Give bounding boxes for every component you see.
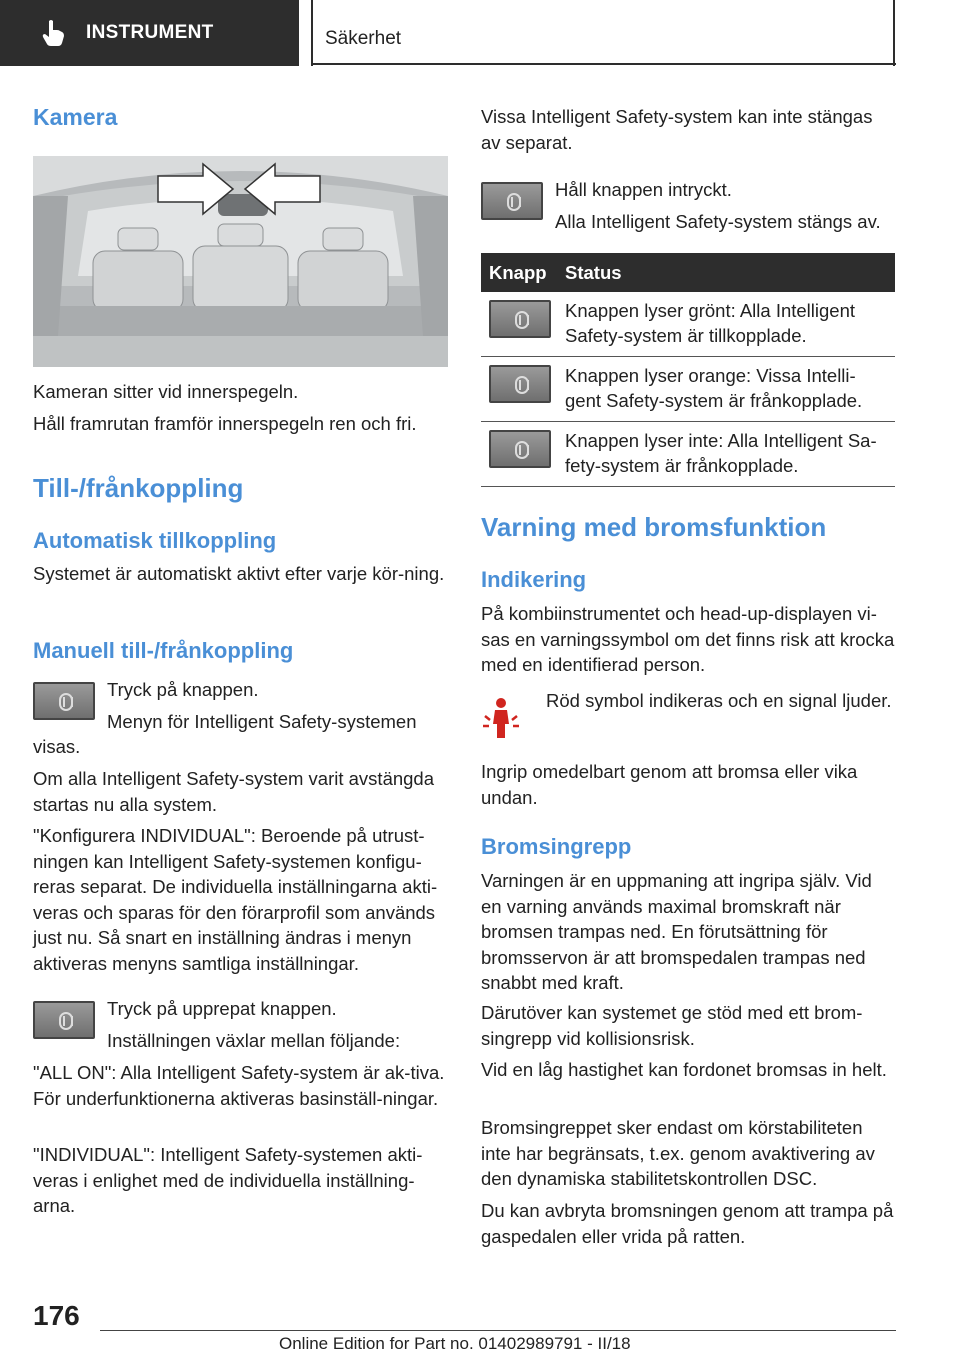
warning-heading: Varning med bromsfunktion	[481, 512, 827, 542]
step2-text-a: Tryck på upprepat knappen.	[107, 998, 337, 1019]
camera-caption-1: Kameran sitter vid innerspegeln.	[33, 381, 299, 402]
page-header	[0, 0, 960, 66]
table-cell-status: Knappen lyser grönt: Alla Intelligent Safety-system är tillkopplade.	[557, 292, 895, 357]
indication-heading: Indikering	[481, 567, 587, 592]
safety-button-icon	[33, 682, 95, 720]
table-row	[481, 292, 895, 357]
camera-caption-2: Håll framrutan framför innerspegeln ren och fri.	[33, 413, 417, 434]
action-text: Ingrip omedelbart genom att bromsa eller vika undan.	[481, 761, 858, 808]
manual-heading: Manuell till-/frånkoppling	[33, 638, 294, 663]
step2-text-b: Inställningen växlar mellan följande:	[107, 1030, 401, 1051]
safety-button-icon	[481, 182, 543, 220]
safety-button-icon	[489, 430, 551, 468]
camera-image	[33, 156, 448, 367]
brake-text-1: Varningen är en uppmaning att ingripa själv. Vid en varning används maximal bromskraft när bromsen trampas ned. En förutsättning för bromsservon är att bromspedalen trampas ned snabbt med kraft.	[481, 870, 872, 993]
table-row	[481, 357, 895, 422]
step1-text-b: Menyn för Intelligent Safety-systemen	[107, 711, 417, 732]
safety-button-icon	[33, 1001, 95, 1039]
paragraph-1: Om alla Intelligent Safety-system varit avstängda startas nu alla system.	[33, 768, 435, 815]
car-interior-illustration	[33, 156, 448, 367]
header-underline	[313, 63, 896, 65]
brake-text-4: Bromsingreppet sker endast om körstabiliteten inte har begränsats, t.ex. genom avaktivering av den dynamiska stabilitetskontrollen DSC.	[481, 1117, 875, 1189]
symbol-text: Röd symbol indikeras och en signal ljuder.	[546, 690, 892, 711]
table-header-knapp: Knapp	[481, 253, 557, 292]
table-header-row	[481, 253, 895, 292]
chapter-title: Säkerhet	[325, 28, 402, 49]
toggle-heading: Till-/frånkoppling	[33, 473, 244, 503]
table-header-status: Status	[557, 253, 895, 292]
paragraph-2: "Konfigurera INDIVIDUAL": Beroende på utrust-ningen kan Intelligent Safety-systemen konfigu-reras separat. De individuella inställningarna akti-veras och sparas för den förarprofil som används just nu. Så snart en inställning ändras i menyn aktiveras menyns samtliga inställningar.	[33, 825, 438, 974]
brake-text-5: Du kan avbryta bromsningen genom att trampa på gaspedalen eller vrida på ratten.	[481, 1200, 894, 1247]
brake-text-2: Därutöver kan systemet ge stöd med ett brom-singrepp vid kollisionsrisk.	[481, 1002, 863, 1049]
step1-text-a: Tryck på knappen.	[107, 679, 259, 700]
brake-heading: Bromsingrepp	[481, 834, 632, 859]
section-tab[interactable]	[0, 0, 299, 66]
pedestrian-warning-icon	[481, 696, 521, 740]
hold-text-a: Håll knappen intryckt.	[555, 179, 732, 200]
hold-text-b: Alla Intelligent Safety-system stängs av.	[555, 211, 881, 232]
safety-button-icon	[489, 300, 551, 338]
auto-text: Systemet är automatiskt aktivt efter varje kör-ning.	[33, 563, 445, 584]
camera-heading: Kamera	[33, 104, 118, 130]
table-row	[481, 422, 895, 487]
safety-button-icon	[489, 365, 551, 403]
hand-pointer-icon	[40, 19, 66, 47]
table-cell-status: Knappen lyser inte: Alla Intelligent Sa-fety-system är frånkopplade.	[557, 422, 895, 487]
indication-text: På kombiinstrumentet och head-up-displayen vi-sas en varningssymbol om det finns risk att krocka med en identifierad person.	[481, 603, 895, 675]
edition-text: Online Edition for Part no. 01402989791 - II/18	[279, 1334, 631, 1353]
brake-text-3: Vid en låg hastighet kan fordonet bromsas in helt.	[481, 1059, 887, 1080]
header-right-border	[893, 0, 895, 66]
paragraph-3: "ALL ON": Alla Intelligent Safety-system är ak-tiva. För underfunktionerna aktiveras basinställ-ningar.	[33, 1062, 445, 1109]
intro-text: Vissa Intelligent Safety-system kan inte stängas av separat.	[481, 106, 873, 153]
table-cell-status: Knappen lyser orange: Vissa Intelli-gent Safety-system är frånkopplade.	[557, 357, 895, 422]
page-number: 176	[33, 1300, 80, 1331]
step1-text-c: visas.	[33, 736, 81, 757]
paragraph-4: "INDIVIDUAL": Intelligent Safety-systemen akti-veras i enlighet med de individuella inställning-arna.	[33, 1144, 423, 1216]
auto-heading: Automatisk tillkoppling	[33, 528, 277, 553]
footer-divider	[100, 1330, 896, 1331]
header-separator	[311, 0, 313, 66]
section-label: INSTRUMENT	[86, 22, 214, 43]
button-status-table	[481, 253, 895, 487]
